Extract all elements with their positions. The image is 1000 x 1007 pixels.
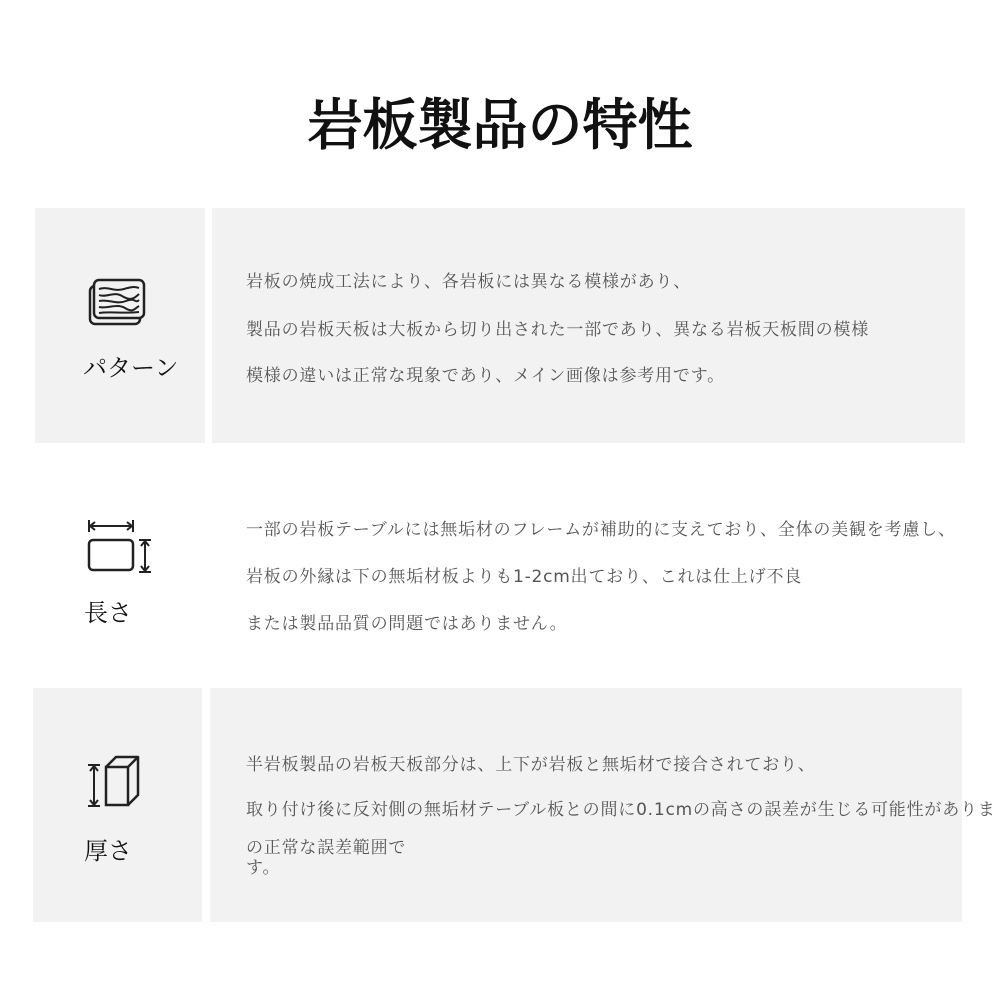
thickness-text-line: す。 — [246, 858, 281, 878]
pattern-text-line: 製品の岩板天板は大板から切り出された一部であり、異なる岩板天板間の模様 — [246, 320, 869, 340]
length-icon-graphic — [87, 518, 155, 574]
page-title: 岩板製品の特性 — [307, 93, 693, 157]
pattern-label: パターン — [83, 354, 179, 382]
pattern-text-line: 模様の違いは正常な現象であり、メイン画像は参考用です。 — [246, 366, 725, 386]
length-icon — [87, 518, 155, 574]
pattern-icon-graphic — [88, 278, 146, 326]
thickness-icon-graphic — [86, 753, 142, 809]
length-text-line: 一部の岩板テーブルには無垢材のフレームが補助的に支えており、全体の美観を考慮し、 — [246, 520, 956, 540]
length-text-line: 岩板の外縁は下の無垢材板よりも1-2cm出ており、これは仕上げ不良 — [246, 567, 803, 587]
pattern-text-line: 岩板の焼成工法により、各岩板には異なる模様があり、 — [246, 272, 691, 292]
thickness-text-line: 取り付け後に反対側の無垢材テーブル板との間に0.1cmの高さの誤差が生じる可能性がありま — [246, 800, 996, 820]
length-label: 長さ — [84, 599, 132, 627]
length-text-line: または製品品質の問題ではありません。 — [246, 614, 568, 634]
thickness-icon — [86, 753, 142, 809]
thickness-text-line: の正常な誤差範囲で — [246, 838, 407, 858]
pattern-icon — [88, 278, 146, 326]
thickness-text-line: 半岩板製品の岩板天板部分は、上下が岩板と無垢材で接合されており、 — [246, 755, 816, 775]
thickness-label: 厚さ — [84, 837, 132, 865]
